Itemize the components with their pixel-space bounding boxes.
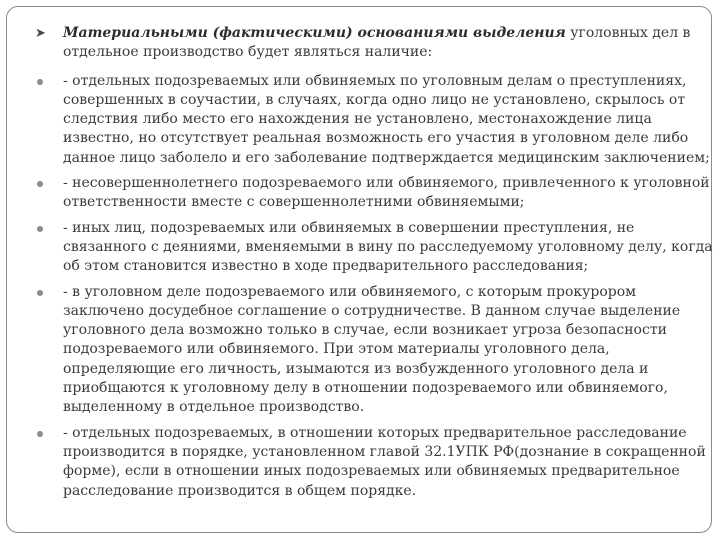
intro-rest-text: уголовных дел в отдельное производство будет являться наличие:	[63, 25, 691, 61]
arrow-bullet-icon: ➤	[35, 26, 46, 41]
list-item	[35, 174, 715, 213]
list-item-text: - отдельных подозреваемых, в отношении которых предварительное расследование производится в порядке, установленном главой 32.1УПК РФ(дознание в сокращенной форме), если в отношении иных подозреваемых или обвиняемых предварительное расследование производится в общем порядке.	[63, 424, 706, 499]
intro-paragraph	[35, 24, 715, 63]
intro-lead-text: Материальными (фактическими) основаниями выделения	[63, 25, 566, 41]
list-item-text: - отдельных подозреваемых или обвиняемых по уголовным делам о преступлениях, совершенных в соучастии, в случаях, когда одно лицо не установлено, скрылось от следствия либо место его нахождения не установлено, местонахождение лица известно, но отсутствует реальная возможность его участия в уголовном деле либо данное лицо заболело и его заболевание подтверждается медицинским заключением;	[63, 72, 710, 166]
list-item	[35, 72, 715, 168]
slide-frame	[6, 6, 712, 533]
list-item-text: - в уголовном деле подозреваемого или обвиняемого, с которым прокурором заключено досудебное соглашение о сотрудничестве. В данном случае выделение уголовного дела возможно только в случае, если возникает угроза безопасности подозреваемого или обвиняемого. При этом материалы уголовного дела, определяющие его личность, изымаются из возбужденного уголовного дела и приобщаются к уголовному делу в отношении подозреваемого или обвиняемого, выделенному в отдельное производство.	[63, 283, 681, 416]
round-bullet-icon	[37, 290, 43, 296]
slide-content	[35, 24, 715, 507]
list-item-text: - несовершеннолетнего подозреваемого или обвиняемого, привлеченного к уголовной ответственности вместе с совершеннолетними обвиняемыми;	[63, 175, 710, 211]
list-item	[35, 283, 715, 418]
round-bullet-icon	[37, 226, 43, 232]
list-item	[35, 424, 715, 501]
round-bullet-icon	[37, 181, 43, 187]
round-bullet-icon	[37, 431, 43, 437]
round-bullet-icon	[37, 79, 43, 85]
list-item-text: - иных лиц, подозреваемых или обвиняемых в совершении преступления, не связанного с деяниями, вменяемыми в вину по расследуемому уголовному делу, когда об этом становится известно в ходе предварительного расследования;	[63, 219, 713, 275]
list-item	[35, 219, 715, 277]
